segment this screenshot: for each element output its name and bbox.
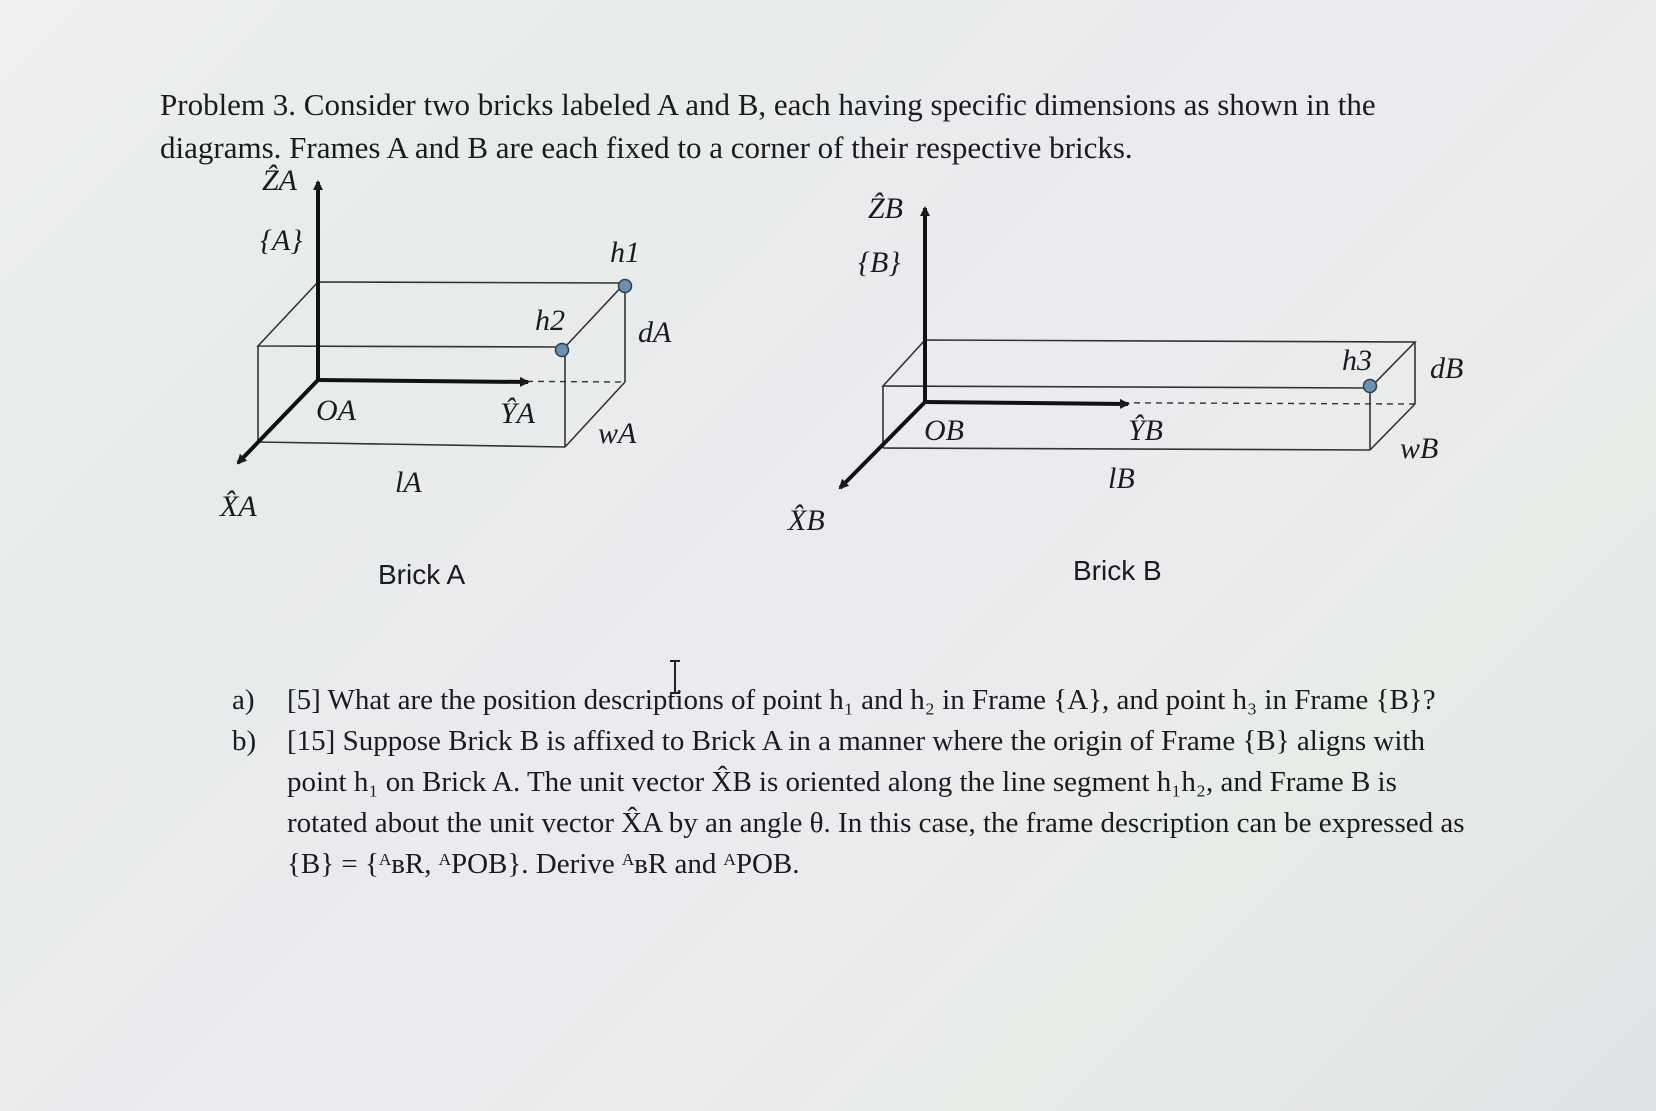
brick-b-origin-label: OB	[924, 414, 964, 447]
brick-a-top-face	[258, 282, 625, 347]
point-h2	[556, 344, 569, 357]
question-text: [15] Suppose Brick B is affixed to Brick A in a manner where the origin of Frame {B} aligns with point h₁ on Brick A. The unit vector X̂B is oriented along the line segment h₁h₂, and Frame B is rotated about the unit vector X̂A by an angle θ. In this case, the frame description can be expressed as {B} = {ᴬʙR, ᴬPOB}. Derive ᴬʙR and ᴬPOB.	[287, 725, 1465, 880]
brick-a-y-axis	[318, 380, 528, 382]
brick-b-y-axis	[925, 402, 1128, 404]
brick-b-depth-label: dB	[1430, 352, 1464, 385]
brick-b-frame-label: {B}	[858, 246, 901, 279]
brick-b-drawing	[787, 192, 1463, 586]
brick-a-width-label: wA	[598, 417, 637, 450]
brick-b-length-label: lB	[1108, 462, 1135, 495]
point-h3	[1364, 380, 1377, 393]
brick-b-y-label: ŶB	[1128, 414, 1164, 447]
question-a	[232, 680, 1472, 721]
brick-b-top-face	[883, 340, 1415, 388]
brick-a-edge	[258, 442, 565, 447]
brick-a-frame-label: {A}	[260, 224, 303, 257]
brick-a-x-axis	[238, 380, 318, 463]
brick-a-caption: Brick A	[378, 559, 466, 590]
question-marker: a)	[232, 684, 255, 716]
brick-a-depth-label: dA	[638, 316, 672, 349]
brick-a-x-label: X̂A	[220, 490, 257, 523]
question-list	[232, 680, 1472, 885]
brick-a-drawing	[219, 164, 672, 590]
brick-a-y-label: ŶA	[500, 397, 536, 430]
brick-b-edge	[883, 448, 1370, 450]
question-text: [5] What are the position descriptions of point h₁ and h₂ in Frame {A}, and point h₃ in Frame {B}?	[287, 684, 1436, 716]
brick-a-origin-label: OA	[316, 394, 356, 427]
brick-a-h1-label: h1	[610, 236, 640, 269]
brick-a-h2-label: h2	[535, 304, 565, 337]
brick-a-length-label: lA	[395, 466, 422, 499]
brick-b-h3-label: h3	[1342, 344, 1372, 377]
brick-b-x-label: X̂B	[788, 504, 825, 537]
brick-b-width-label: wB	[1400, 432, 1439, 465]
brick-a-z-label: ẐA	[262, 164, 298, 197]
question-marker: b)	[232, 725, 257, 757]
problem-intro: Problem 3. Consider two bricks labeled A and B, each having specific dimensions as shown in the diagrams. Frames A and B are each fixed to a corner of their respective bricks.	[160, 87, 1376, 165]
point-h1	[619, 280, 632, 293]
brick-b-z-label: ẐB	[868, 192, 904, 225]
brick-b-caption: Brick B	[1073, 555, 1162, 586]
question-b	[232, 721, 1472, 885]
